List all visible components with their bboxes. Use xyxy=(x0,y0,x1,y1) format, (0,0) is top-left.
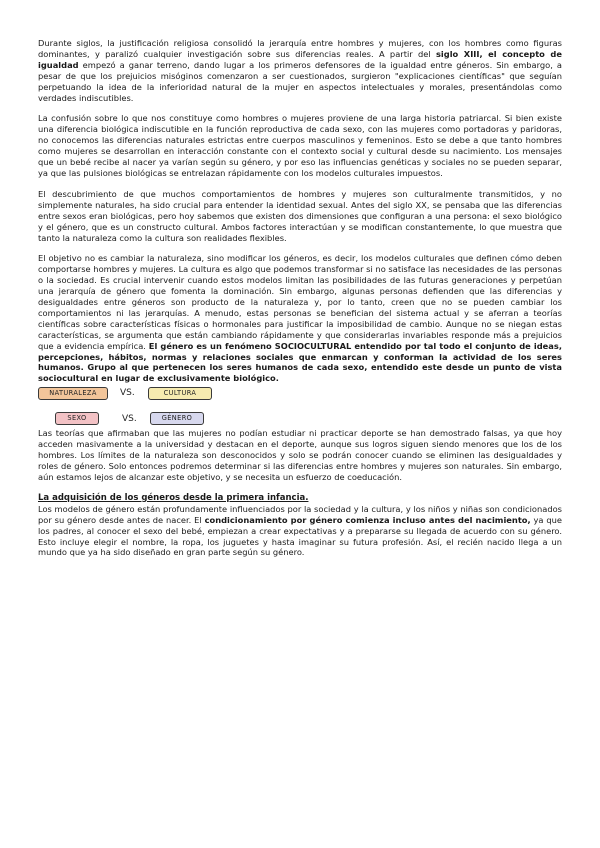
paragraph-1: Durante siglos, la justificación religiosa consolidó la jerarquía entre hombres y mujeres, con los hombres como figuras dominantes, y paralizó cualquier investigación sobre sus diferencias reales. A partir del siglo XIII, el concepto de igualdad empezó a ganar terreno, dando lugar a los primeros defensores de la igualdad entre géneros. Sin embargo, a pesar de que los prejuicios misóginos comenzaron a ser cuestionados, surgieron "explicaciones científicas" que seguían perpetuando la idea de la inferioridad natural de la mujer en aspectos intelectuales y morales, presentándolas como verdades indiscutibles. xyxy=(38,38,562,103)
label-cultura: CULTURA xyxy=(148,387,212,400)
bold-siglo-xiii: siglo XIII, el concepto de igualdad xyxy=(38,48,562,70)
bold-condicionamiento: condicionamiento por género comienza incluso antes del nacimiento, xyxy=(204,514,531,525)
sexo-vs-genero xyxy=(38,402,562,428)
section-heading: La adquisición de los géneros desde la primera infancia. xyxy=(38,492,309,503)
paragraph-2: La confusión sobre lo que nos constituye como hombres o mujeres proviene de una larga historia patriarcal. Si bien existe una diferencia biológica indiscutible en la función reproductiva de cada sexo, con las mujeres como portadoras y paridoras, no conocemos las diferencias naturales estrictas entre cuerpos masculinos y femeninos. Esto se debe a que tanto hombres como mujeres se desarrollan en interacción constante con el contexto social y cultural desde su nacimiento. Los mensajes que un bebé recibe al nacer ya varían según su género, y por eso las influencias genéticas y sociales no se pueden separar, ya que las pulsiones biológicas se entrelazan rápidamente con los modelos culturales impuestos. xyxy=(38,113,562,178)
paragraph-6: Los modelos de género están profundamente influenciados por la sociedad y la cultura, y los niños y niñas son condicionados por su género desde antes de nacer. El condicionamiento por género comienza incluso antes del nacimiento, ya que los padres, al conocer el sexo del bebé, empiezan a crear expectativas y a prepararse su llegada de acuerdo con su género. Esto incluye elegir el nombre, la ropa, los juguetes y hasta imaginar su futura profesión. Así, el recién nacido llega a un mundo que ya ha sido diseñado en gran parte según su género. xyxy=(38,503,562,558)
label-genero: GÉNERO xyxy=(150,412,204,425)
naturaleza-vs-cultura xyxy=(38,384,562,402)
vs-label: VS. xyxy=(120,388,135,399)
label-sexo: SEXO xyxy=(55,412,99,425)
label-naturaleza: NATURALEZA xyxy=(38,387,108,400)
paragraph-3: El descubrimiento de que muchos comportamientos de hombres y mujeres son culturalmente transmitidos, y no simplemente naturales, ha sido crucial para entender la identidad sexual. Antes del siglo XX, se pensaba que las diferencias entre sexos eran biológicas, pero hoy sabemos que existen dos dimensiones que configuran a una persona: el sexo biológico y el género, que es un constructo cultural. Ambos factores interactúan y se modifican constantemente, lo que muestra que tanto la naturaleza como la cultura son realidades flexibles. xyxy=(38,188,562,243)
paragraph-5: Las teorías que afirmaban que las mujeres no podían estudiar ni practicar deporte se han demostrado falsas, ya que hoy acceden masivamente a la universidad y destacan en el deporte, aunque sus logros siguen siendo menores que los de los hombres. Los límites de la naturaleza son desconocidos y solo se podrán conocer cuando se eliminen las desigualdades y roles de género. Solo entonces podremos determinar si las diferencias entre hombres y mujeres son naturales. Sin embargo, aún estamos lejos de alcanzar este objetivo, y se necesita un esfuerzo de coeducación. xyxy=(38,428,562,482)
paragraph-4: El objetivo no es cambiar la naturaleza, sino modificar los géneros, es decir, los modelos culturales que definen cómo deben comportarse hombres y mujeres. La cultura es algo que podemos transformar si no satisface las necesidades de las personas o la sociedad. Es crucial intervenir cuando estos modelos limitan las posibilidades de las futuras generaciones y perpetúan una jerarquía de género que fomenta la dominación. Sin embargo, algunas personas defienden que las diferencias y desigualdades entre géneros son producto de la naturaleza y, por lo tanto, creen que no se pueden cambiar los comportamientos ni las jerarquías. A menudo, estas personas se benefician del sistema actual y se aferran a teorías científicas sobre características físicas o hormonales para justificar la imposibilidad de cambio. Aunque no se niegan estas características, se argumenta que están cambiando rápidamente y que considerarlas invariables responde más a prejuicios que a evidencia empírica. El género es un fenómeno SOCIOCULTURAL entendido por tal todo el conjunto de ideas, percepciones, hábitos, normas y relaciones sociales que enmarcan y conforman la actividad de los seres humanos. Grupo al que pertenecen los seres humanos de cada sexo, entendido este desde un punto de vista sociocultural en lugar de exclusivamente biológico. xyxy=(38,253,562,384)
bold-definition-genero: El género es un fenómeno SOCIOCULTURAL entendido por tal todo el conjunto de ideas, percepciones, hábitos, normas y relaciones sociales que enmarcan y conforman la actividad de los seres humanos. Grupo al que pertenecen los seres humanos de cada sexo, entendido este desde un punto de vista sociocultural en lugar de exclusivamente biológico. xyxy=(38,340,562,384)
vs-label: VS. xyxy=(122,414,137,425)
